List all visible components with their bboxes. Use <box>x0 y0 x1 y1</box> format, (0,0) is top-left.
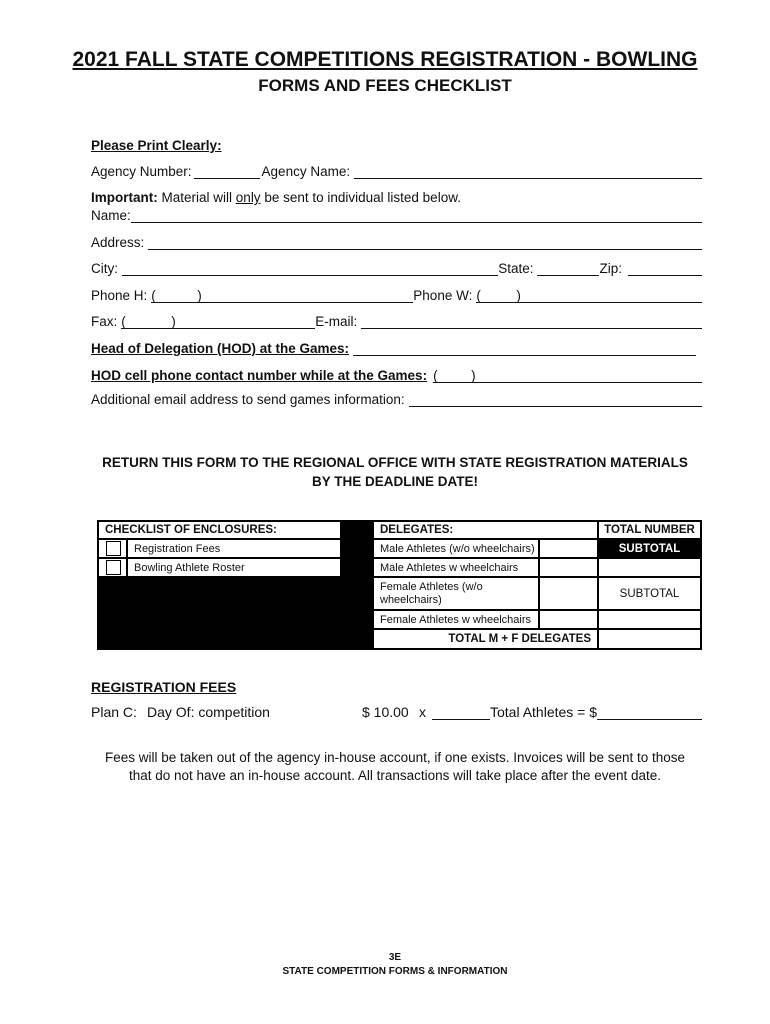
additional-email-row <box>91 392 702 407</box>
female-with-wheelchairs-count[interactable] <box>540 611 597 628</box>
fax-row <box>91 314 702 329</box>
male-subtotal-label: SUBTOTAL <box>618 542 681 555</box>
phone-w-field[interactable]: ( ) <box>476 288 702 303</box>
hod-phone-label: HOD cell phone contact number while at the Games: <box>91 368 428 383</box>
checklist-item-registration-fees: Registration Fees <box>128 540 340 557</box>
address-label: Address: <box>91 235 145 250</box>
checklist-header: CHECKLIST OF ENCLOSURES: <box>99 522 340 538</box>
delegates-header: DELEGATES: <box>374 522 597 538</box>
athlete-roster-checkbox[interactable] <box>106 560 121 575</box>
female-without-wheelchairs-count[interactable] <box>540 578 597 609</box>
male-without-wheelchairs-count[interactable] <box>540 540 597 557</box>
agency-number-label: Agency Number: <box>91 164 192 179</box>
hod-field[interactable] <box>353 341 696 356</box>
hod-phone-row <box>91 368 702 383</box>
total-athletes-label: Total Athletes = $ <box>490 704 598 720</box>
email-field[interactable] <box>361 314 702 329</box>
fax-field[interactable]: ( ) <box>121 314 315 329</box>
additional-email-field[interactable] <box>409 392 702 407</box>
page-subtitle: FORMS AND FEES CHECKLIST <box>258 76 512 95</box>
address-field[interactable] <box>148 235 702 250</box>
only-text: only <box>235 190 261 205</box>
registration-fees-heading: REGISTRATION FEES <box>91 679 237 695</box>
female-subtotal-label: SUBTOTAL <box>599 578 700 609</box>
plan-c-row <box>91 704 702 720</box>
print-clearly-heading: Please Print Clearly: <box>91 138 222 153</box>
return-notice-line2: BY THE DEADLINE DATE! <box>311 474 478 489</box>
city-field[interactable] <box>122 261 498 276</box>
important-row: Important: Material will only be sent to individual listed below. <box>91 190 461 205</box>
city-row <box>91 261 702 276</box>
name-label: Name: <box>91 208 131 223</box>
plan-price: $ 10.00 <box>362 704 409 720</box>
phone-h-label: Phone H: <box>91 288 148 303</box>
page-footer: STATE COMPETITION FORMS & INFORMATION <box>282 966 508 977</box>
address-row <box>91 235 702 250</box>
agency-row <box>91 164 702 179</box>
agency-number-field[interactable] <box>194 164 260 179</box>
athlete-count-field[interactable] <box>432 705 490 720</box>
enclosures-delegates-table <box>97 520 702 650</box>
male-subtotal-field[interactable] <box>599 559 700 576</box>
female-subtotal-field[interactable] <box>599 611 700 628</box>
male-with-wheelchairs-label: Male Athletes w wheelchairs <box>374 559 538 576</box>
page-title: 2021 FALL STATE COMPETITIONS REGISTRATION - BOWLING <box>72 48 698 71</box>
phone-row <box>91 288 702 303</box>
plan-description: Day Of: competition <box>147 704 270 720</box>
hod-phone-field[interactable]: ( ) <box>433 368 702 383</box>
registration-fees-checkbox[interactable] <box>106 541 121 556</box>
return-notice-line1: RETURN THIS FORM TO THE REGIONAL OFFICE WITH STATE REGISTRATION MATERIALS <box>102 455 688 470</box>
phone-h-field[interactable]: ( ) <box>151 288 413 303</box>
multiply-sign: x <box>419 704 426 720</box>
total-delegates-field[interactable] <box>599 630 700 648</box>
hod-row <box>91 341 696 356</box>
state-field[interactable] <box>537 261 599 276</box>
checklist-item-athlete-roster: Bowling Athlete Roster <box>128 559 340 576</box>
state-label: State: <box>498 261 534 276</box>
agency-name-label: Agency Name: <box>261 164 351 179</box>
page-number: 3E <box>388 952 402 963</box>
important-label: Important: <box>91 190 158 205</box>
phone-w-label: Phone W: <box>413 288 473 303</box>
fees-footer-note: Fees will be taken out of the agency in-house account, if one exists. Invoices will be sent to those that do not have an in-house account. All transactions will take place after the event date. <box>104 750 686 783</box>
female-with-wheelchairs-label: Female Athletes w wheelchairs <box>374 611 538 628</box>
total-number-header: TOTAL NUMBER <box>599 522 700 538</box>
zip-field[interactable] <box>628 261 702 276</box>
agency-name-field[interactable] <box>354 164 702 179</box>
fax-label: Fax: <box>91 314 118 329</box>
email-label: E-mail: <box>315 314 358 329</box>
zip-label: Zip: <box>599 261 622 276</box>
female-without-wheelchairs-label: Female Athletes (w/o wheelchairs) <box>374 578 538 609</box>
city-label: City: <box>91 261 118 276</box>
name-row <box>91 208 702 223</box>
hod-label: Head of Delegation (HOD) at the Games: <box>91 341 350 356</box>
male-without-wheelchairs-label: Male Athletes (w/o wheelchairs) <box>374 540 538 557</box>
plan-label: Plan C: <box>91 704 137 720</box>
male-with-wheelchairs-count[interactable] <box>540 559 597 576</box>
additional-email-label: Additional email address to send games information: <box>91 392 405 407</box>
name-field[interactable] <box>131 208 702 223</box>
total-amount-field[interactable] <box>597 705 702 720</box>
total-delegates-label: TOTAL M + F DELEGATES <box>374 630 597 648</box>
